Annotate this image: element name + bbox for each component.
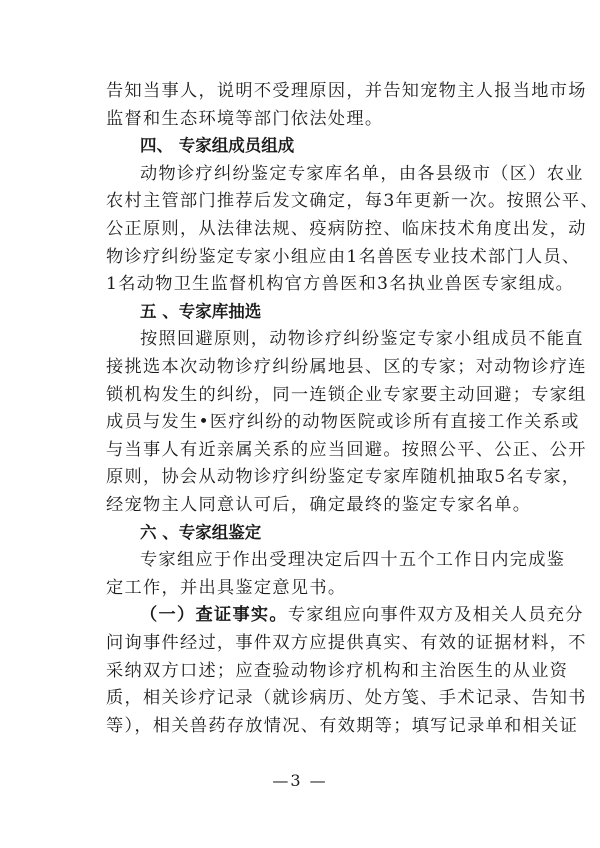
paragraph-line: 经宠物主人同意认可后，确定最终的鉴定专家名单。	[106, 495, 532, 515]
paragraph-line: 质，相关诊疗记录（就诊病历、处方笺、手术记录、告知书	[106, 688, 587, 709]
paragraph-line: 原则，协会从动物诊疗纠纷鉴定专家库随机抽取5名专家，	[106, 467, 581, 488]
paragraph-line-with-subheading	[140, 604, 584, 626]
section-heading-5: 五 、专家库抽选	[140, 301, 262, 321]
paragraph-line: 采纳双方口述；应查验动物诊疗机构和主治医生的从业资	[106, 660, 569, 681]
paragraph-line: 问询事件经过，事件双方应提供真实、有效的证据材料，不	[106, 633, 587, 653]
paragraph-line: 等），相关兽药存放情况、有效期等；填写记录单和相关证	[106, 715, 579, 736]
paragraph-line: 物诊疗纠纷鉴定专家小组应由1名兽医专业技术部门人员、	[106, 246, 581, 267]
paragraph-text: 专家组应向事件双方及相关人员充分	[287, 605, 584, 626]
paragraph-line: 定工作，并出具鉴定意见书。	[106, 577, 347, 598]
paragraph-line: 成员与发生•医疗纠纷的动物医院或诊所有直接工作关系或	[106, 412, 580, 433]
paragraph-line: 告知当事人，说明不受理原因，并告知宠物主人报当地市场	[106, 81, 587, 101]
section-heading-4: 四、 专家组成员组成	[140, 136, 295, 156]
paragraph-line: 专家组应于作出受理决定后四十五个工作日内完成鉴	[140, 550, 566, 571]
paragraph-line: 公正原则，从法律法规、疫病防控、临床技术角度出发，动	[106, 219, 587, 239]
paragraph-line: 锁机构发生的纠纷，同一连锁企业专家要主动回避；专家组	[106, 384, 587, 405]
paragraph-line: 接挑选本次动物诊疗纠纷属地县、区的专家；对动物诊疗连	[106, 357, 587, 377]
page-number: —3 —	[272, 771, 328, 790]
paragraph-line: 农村主管部门推荐后发文确定，每3年更新一次。按照公平、	[106, 191, 599, 212]
section-heading-6: 六 、专家组鉴定	[140, 522, 262, 542]
paragraph-line: 按照回避原则，动物诊疗纠纷鉴定专家小组成员不能直	[140, 329, 584, 350]
subheading-verify-facts: （一）查证事实。	[140, 605, 288, 626]
paragraph-line: 动物诊疗纠纷鉴定专家库名单，由各县级市（区）农业	[140, 163, 584, 184]
paragraph-line: 监督和生态环境等部门依法处理。	[106, 108, 384, 129]
paragraph-line: 1名动物卫生监督机构官方兽医和3名执业兽医专家组成。	[106, 274, 575, 295]
paragraph-line: 与当事人有近亲属关系的应当回避。按照公平、公正、公开	[106, 439, 587, 460]
